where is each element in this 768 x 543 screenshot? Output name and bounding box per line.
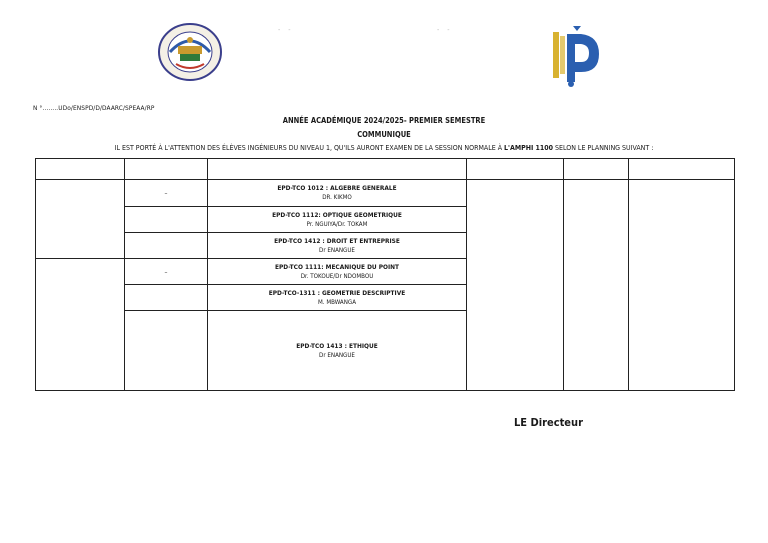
table-row bbox=[36, 180, 735, 207]
course-code: EPD-TCO 1012 : ALGEBRE GENERALE bbox=[277, 184, 397, 192]
header-cell bbox=[564, 159, 629, 180]
course-code: EPD-TCO 1112: OPTIQUE GEOMETRIQUE bbox=[272, 210, 402, 219]
course-code: EPD-TCO-1311 : GEOMETRIE DESCRIPTIVE bbox=[268, 288, 406, 297]
remarks-cell bbox=[629, 180, 735, 391]
course-code: EPD-TCO 1111: MECANIQUE DU POINT bbox=[274, 262, 400, 271]
course-code: EPD-TCO 1413 : ETHIQUE bbox=[296, 341, 378, 350]
date-cell bbox=[36, 180, 125, 259]
course-cell bbox=[208, 207, 467, 233]
director-signature: LE Directeur bbox=[514, 416, 583, 429]
time-cell bbox=[125, 311, 208, 391]
supervisor-cell bbox=[564, 180, 629, 391]
header-dash: - - bbox=[437, 26, 453, 34]
course-code: EPD-TCO 1412 : DROIT ET ENTREPRISE bbox=[274, 236, 400, 245]
time-cell: – bbox=[125, 180, 208, 207]
course-cell bbox=[208, 311, 467, 391]
communique-heading: COMMUNIQUE bbox=[357, 130, 411, 139]
time-cell bbox=[125, 207, 208, 233]
course-teacher: Dr ENANGUE bbox=[319, 246, 355, 254]
intro-place: L'AMPHI 1100 bbox=[504, 144, 554, 152]
time-cell bbox=[125, 233, 208, 259]
reference-number: N °……..UDo/ENSPD/D/DAARC/SPEAA/RP bbox=[33, 104, 155, 112]
course-teacher: M. MBWANGA bbox=[318, 298, 356, 306]
polytechnic-logo bbox=[543, 22, 607, 88]
header-cell bbox=[629, 159, 735, 180]
date-cell bbox=[36, 259, 125, 391]
course-cell bbox=[208, 285, 467, 311]
time-cell: – bbox=[125, 259, 208, 285]
course-cell bbox=[208, 180, 467, 207]
header-cell bbox=[125, 159, 208, 180]
header-cell bbox=[208, 159, 467, 180]
exam-schedule-table bbox=[35, 158, 735, 391]
university-seal-logo bbox=[156, 22, 224, 82]
header-dash: - - bbox=[278, 26, 294, 34]
intro-suffix: SELON LE PLANNING SUIVANT : bbox=[553, 144, 654, 152]
intro-text bbox=[0, 144, 768, 152]
academic-year-title: ANNÉE ACADÉMIQUE 2024/2025- PREMIER SEMESTRE bbox=[282, 116, 486, 125]
course-cell bbox=[208, 259, 467, 285]
room-cell bbox=[467, 180, 564, 391]
table-header-row bbox=[36, 159, 735, 180]
course-teacher: Pr. NGUIYA/Dr. TOKAM bbox=[306, 220, 368, 228]
course-teacher: Dr ENANGUE bbox=[319, 351, 355, 359]
header-cell bbox=[36, 159, 125, 180]
header-cell bbox=[467, 159, 564, 180]
course-teacher: DR. KIKMO bbox=[322, 194, 352, 201]
intro-prefix: IL EST PORTÉ À L'ATTENTION DES ÉLÈVES INGÉNIEURS DU NIVEAU 1, QU'ILS AURONT EXAMEN DE LA SESSION NORMALE À bbox=[114, 144, 504, 152]
course-teacher: Dr. TOKOUE/Dr NDOMBOU bbox=[300, 272, 374, 280]
course-cell bbox=[208, 233, 467, 259]
time-cell bbox=[125, 285, 208, 311]
